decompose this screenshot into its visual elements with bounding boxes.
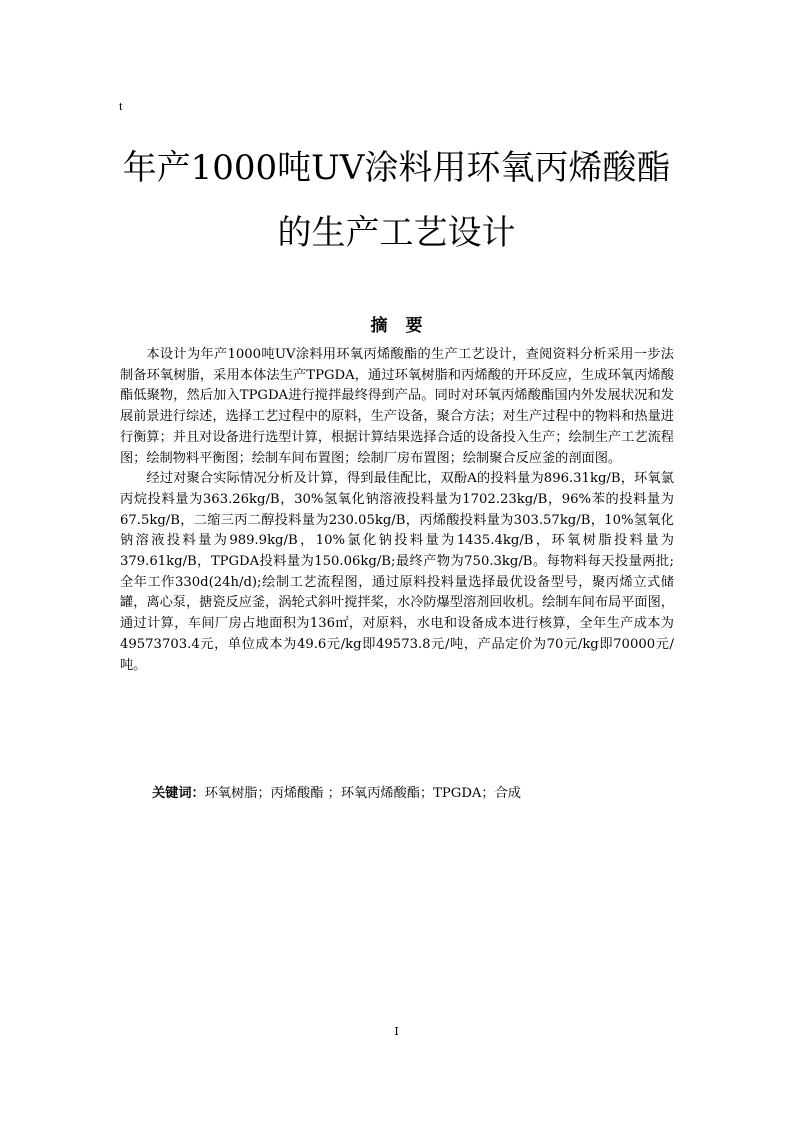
abstract-paragraph-1: 本设计为年产1000吨UV涂料用环氧丙烯酸酯的生产工艺设计，查阅资料分析采用一步法制备环氧树脂，采用本体法生产TPGDA，通过环氧树脂和丙烯酸的开环反应，生成环氧丙烯酸酯低聚物，然后加入TPGDA进行搅拌最终得到产品。同时对环氧丙烯酸酯国内外发展状况和发展前景进行综述，选择工艺过程中的原料，生产设备，聚合方法；对生产过程中的物料和热量进行衡算；并且对设备进行选型计算，根据计算结果选择合适的设备投入生产；绘制生产工艺流程图；绘制物料平衡图；绘制车间布置图；绘制厂房布置图；绘制聚合反应釜的剖面图。: [120, 347, 674, 466]
abstract-paragraph-2: 经过对聚合实际情况分析及计算，得到最佳配比，双酚A的投料量为896.31kg/B，环氧氯丙烷投料量为363.26kg/B，30%氢氧化钠溶液投料量为1702.23kg/B，96%苯的投料量为67.5kg/B，二缩三丙二醇投料量为230.05kg/B，丙烯酸投料量为303.57kg/B，10%氢氧化钠溶液投料量为989.9kg/B，10%氯化钠投料量为1435.4kg/B，环氧树脂投料量为379.61kg/B，TPGDA投料量为150.06kg/B;最终产物为750.3kg/B。每物料每天投量两批;全年工作330d(24h/d);绘制工艺流程图，通过原料投料量选择最优设备型号，聚丙烯立式储罐，离心泵，搪瓷反应釜，涡轮式斜叶搅拌桨，水冷防爆型溶剂回收机。绘制车间布局平面图，通过计算，车间厂房占地面积为136㎡，对原料，水电和设备成本进行核算，全年生产成本为49573703.4元，单位成本为49.6元/kg即49573.8元/吨，产品定价为70元/kg即70000元/吨。: [120, 471, 674, 673]
keywords-label: 关键词：: [152, 786, 205, 801]
corner-mark: t: [119, 98, 123, 113]
document-title-line-2: 的生产工艺设计: [277, 213, 516, 253]
abstract-heading: 摘要: [370, 316, 441, 336]
page-number: I: [394, 1025, 399, 1038]
keywords-line: [152, 784, 692, 804]
abstract-body: [120, 345, 674, 676]
document-title-line-1: 年产1000吨UV涂料用环氧丙烯酸酯: [122, 148, 671, 188]
keywords-text: 环氧树脂；丙烯酸酯 ；环氧丙烯酸酯；TPGDA；合成: [204, 786, 521, 801]
